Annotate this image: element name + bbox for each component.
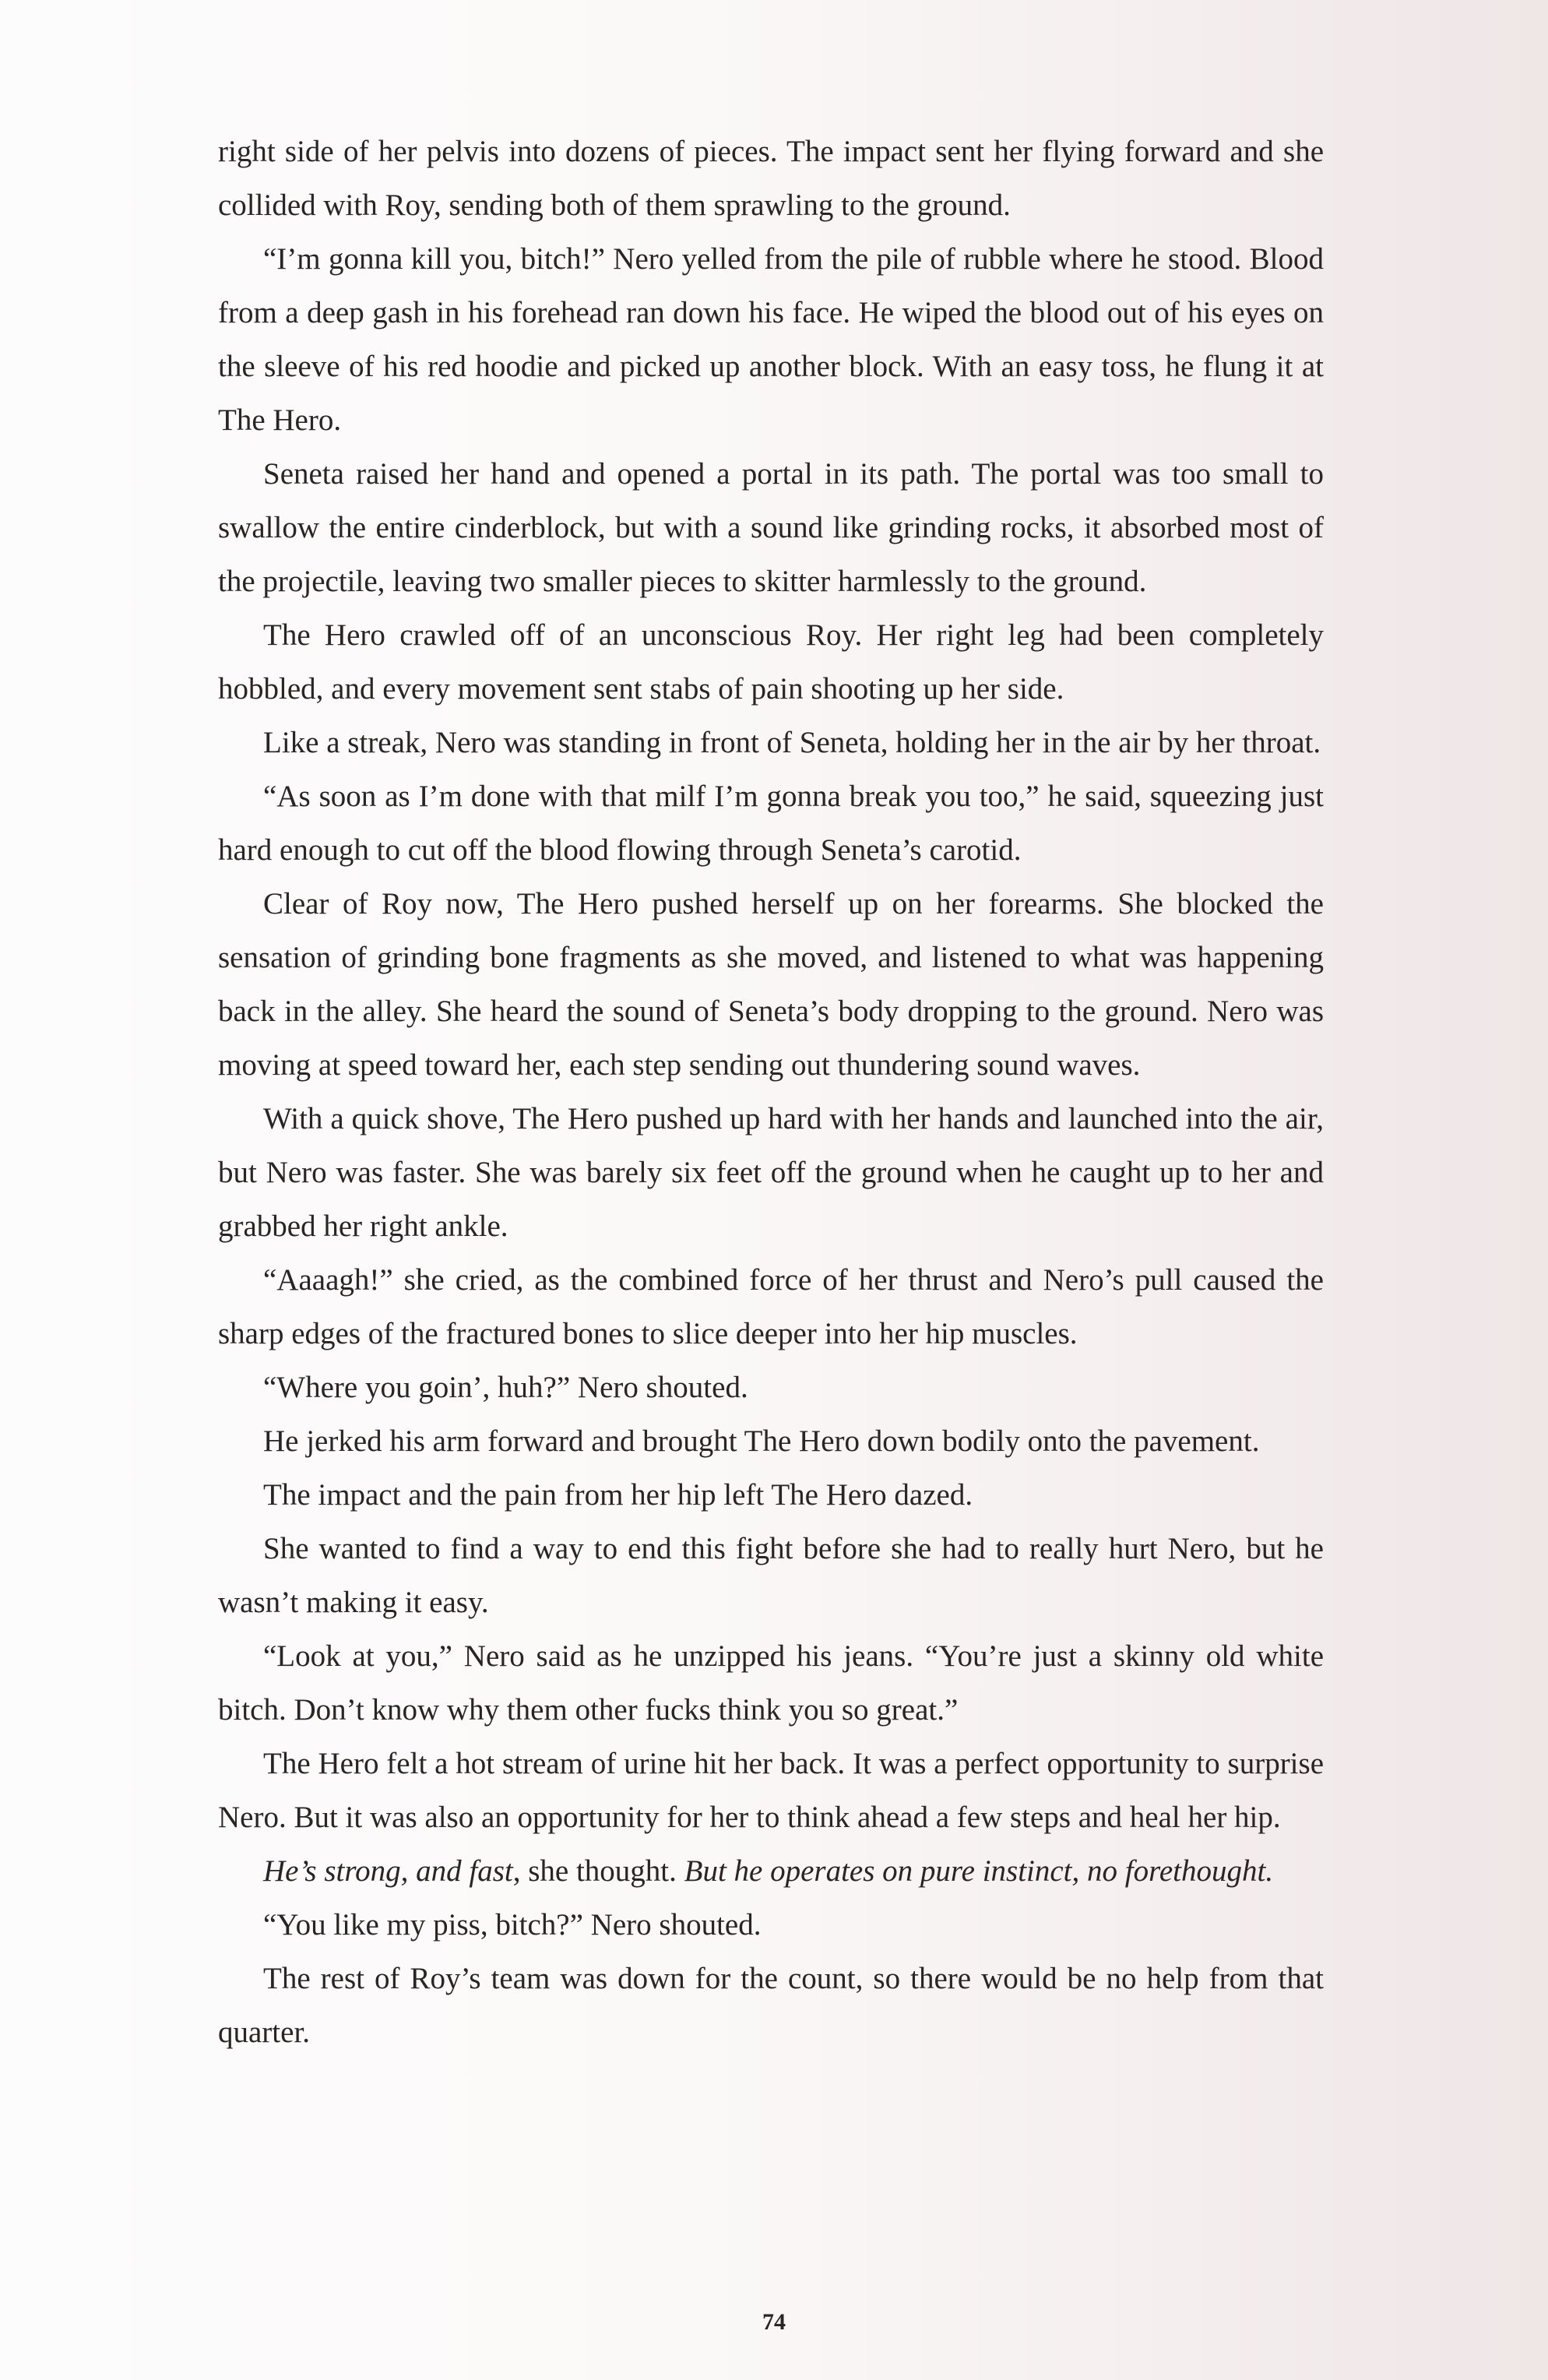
paragraph: The rest of Roy’s team was down for the count, so there would be no help from that quarter. bbox=[218, 1962, 1324, 2049]
paragraph: “Aaaagh!” she cried, as the combined force of her thrust and Nero’s pull caused the sharp edges of the fractured bones to slice deeper into her hip muscles. bbox=[218, 1263, 1324, 1350]
thought-paragraph bbox=[218, 1844, 1324, 1898]
paragraph: He jerked his arm forward and brought The Hero down bodily onto the pavement. bbox=[263, 1424, 1260, 1458]
thought-italic-2: But he operates on pure instinct, no forethought. bbox=[684, 1854, 1274, 1888]
paragraph: “As soon as I’m done with that milf I’m gonna break you too,” he said, squeezing just hard enough to cut off the blood flowing through Seneta’s carotid. bbox=[218, 780, 1324, 867]
book-page bbox=[218, 125, 1324, 2321]
paragraph: “I’m gonna kill you, bitch!” Nero yelled from the pile of rubble where he stood. Blood from a deep gash in his forehead ran down his face. He wiped the blood out of his eyes on the sleeve of his red hoodie and picked up another block. With an easy toss, he flung it at The Hero. bbox=[218, 242, 1324, 437]
paragraph: “Where you goin’, huh?” Nero shouted. bbox=[263, 1371, 748, 1404]
paragraph: Seneta raised her hand and opened a portal in its path. The portal was too small to swallow the entire cinderblock, but with a sound like grinding rocks, it absorbed most of the projectile, leaving two smaller pieces to skitter harmlessly to the ground. bbox=[218, 457, 1324, 598]
paragraph: “Look at you,” Nero said as he unzipped his jeans. “You’re just a skinny old white bitch. Don’t know why them other fucks think you so great.” bbox=[218, 1639, 1324, 1727]
body-text bbox=[218, 125, 1324, 2059]
paragraph: The impact and the pain from her hip left The Hero dazed. bbox=[263, 1478, 973, 1512]
paragraph: “You like my piss, bitch?” Nero shouted. bbox=[263, 1908, 762, 1942]
paragraph: right side of her pelvis into dozens of pieces. The impact sent her flying forward and she collided with Roy, sending both of them sprawling to the ground. bbox=[218, 135, 1324, 222]
paragraph: Like a streak, Nero was standing in front of Seneta, holding her in the air by her throat. bbox=[263, 726, 1321, 759]
paragraph: Clear of Roy now, The Hero pushed herself up on her forearms. She blocked the sensation of grinding bone fragments as she moved, and listened to what was happening back in the alley. She heard the sound of Seneta’s body dropping to the ground. Nero was moving at speed toward her, each step sending out thundering sound waves. bbox=[218, 887, 1324, 1082]
paragraph: The Hero crawled off of an unconscious Roy. Her right leg had been completely hobbled, and every movement sent stabs of pain shooting up her side. bbox=[218, 618, 1324, 706]
thought-plain: , she thought. bbox=[512, 1854, 684, 1888]
paragraph: She wanted to find a way to end this fight before she had to really hurt Nero, but he wasn’t making it easy. bbox=[218, 1532, 1324, 1619]
page-number: 74 bbox=[762, 2309, 786, 2335]
thought-italic-1: He’s strong, and fast bbox=[263, 1854, 513, 1888]
paragraph: With a quick shove, The Hero pushed up hard with her hands and launched into the air, but Nero was faster. She was barely six feet off the ground when he caught up to her and grabbed her right ankle. bbox=[218, 1102, 1324, 1243]
paragraph: The Hero felt a hot stream of urine hit her back. It was a perfect opportunity to surprise Nero. But it was also an opportunity for her to think ahead a few steps and heal her hip. bbox=[218, 1747, 1324, 1834]
